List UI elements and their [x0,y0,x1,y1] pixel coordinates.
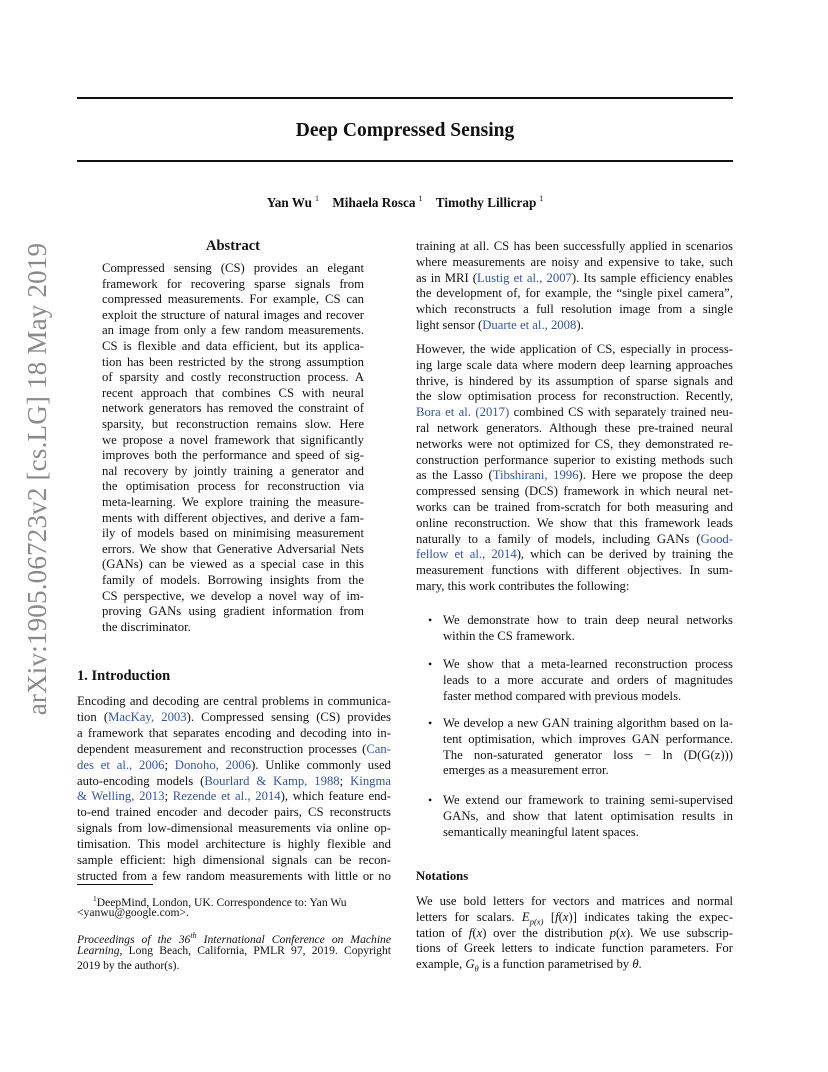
text-line [416,925,733,941]
footnote-text: DeepMind, London, UK. Correspondence to: Yan Wu [96,895,347,909]
citation-link[interactable]: Can- [366,741,391,756]
text-line [416,940,733,956]
bullet-marker: • [428,613,433,627]
author [332,195,422,210]
text-run: tion ( [77,709,109,724]
abstract-line: framework for recovering sparse signals from [102,276,364,291]
abstract-line: CS perspective, we develop a novel way of im- [102,588,364,603]
text-run: to-end trained encoder and decoder pairs, CS reconstructs [77,805,391,820]
citation-link[interactable]: Rezende et al., 2014 [172,789,281,804]
text-line [77,820,391,836]
text-line [77,693,391,709]
text-line [416,483,733,499]
text-line [416,499,733,515]
text-run: which reconstructs a full resolution image from a single [416,302,733,317]
text-run: as in MRI ( [416,270,478,285]
text-line [443,762,609,778]
text-run: x [562,909,569,924]
abstract-line: we propose a novel framework that significantly [102,432,364,447]
text-line [416,254,733,270]
text-line [416,388,733,404]
text-run: Proceedings of the 36 [77,932,191,946]
abstract-heading: Abstract [206,238,260,254]
text-line [77,944,391,959]
text-line [416,270,733,286]
text-run: x [620,925,626,940]
text-run: 2019 by the author(s). [77,959,180,972]
abstract-line: ily of models based on minimising measurement [102,526,364,541]
text-run: )] indicates taking the expec- [568,909,733,924]
text-line [416,436,733,452]
abstract-line: meta-learning. We explore training the measure- [102,495,364,509]
text-run: However, the wide application of CS, especially in process- [416,342,733,356]
text-run: th [190,931,197,940]
text-run: f [468,925,473,940]
abstract-line: (GANs) can be viewed as a special case in this [102,557,364,572]
citation-link[interactable]: Donoho, 2006 [174,757,252,772]
abstract-line: of sparsity and costly reconstruction process. A [102,370,364,385]
text-line [443,731,733,747]
citation-link[interactable]: fellow et al., 2014 [416,547,517,562]
text-run: ; [339,773,351,788]
text-run: where measurements are noisy and expensive to take, such [416,254,733,269]
text-line [77,788,391,804]
abstract-line: errors. We show that Generative Adversarial Nets [102,541,364,556]
text-run: compressed sensing (DCS) framework in which neural net- [416,484,733,499]
text-run: ). [576,318,584,332]
text-run: the development of, for example, the “single pixel camera”, [416,286,733,301]
text-run: as the Lasso ( [416,468,493,483]
text-run: GANs, and show that latent optimisation results in [443,808,733,823]
text-line [77,741,391,757]
text-run: ), which feature end- [280,789,391,804]
text-line [416,285,733,301]
text-line [443,747,733,763]
notations-heading: Notations [416,869,469,883]
text-line [416,373,733,389]
text-run: θ [632,957,639,972]
text-line [443,808,733,824]
text-run: θ [474,963,479,974]
text-line [416,515,733,531]
text-line [416,404,733,420]
text-run: structed from a few random measurements with little or no [77,868,391,883]
bullet-marker: • [428,657,433,671]
text-run: ; [164,757,175,772]
text-run: We develop a new GAN training algorithm based on la- [443,716,733,730]
text-run: mary, this work contributes the following: [416,579,630,593]
text-line [416,531,733,547]
citation-link[interactable]: Bora et al. (2017) [416,405,510,420]
footnote-marker: 1 [93,894,97,903]
text-line [77,959,179,974]
text-line [443,715,733,731]
text-line [443,656,733,672]
text-line [443,792,733,808]
abstract-line: an image from only a few random measurements. [102,323,364,338]
text-run: is a function parametrised by [478,957,633,972]
text-line [443,628,575,644]
top-rule [77,97,733,99]
text-run: ). Here we propose the deep [578,468,733,483]
text-line [443,672,733,688]
text-run: online reconstruction. We show that this framework leads [416,515,733,530]
bullet-marker: • [428,716,433,730]
text-run: f [555,909,559,924]
text-run: ( [558,909,563,924]
text-line [443,612,733,628]
text-run: . [638,957,642,972]
text-run: faster method compared with previous models. [443,688,682,703]
text-run: timisation. This model architecture is highly flexible and [77,837,391,852]
citation-link[interactable]: Lustig et al., 2007 [477,270,572,285]
text-run: a framework that separates encoding and decoding into in- [77,725,391,740]
text-run: ing large scale data where modern deep learning approaches [416,357,733,372]
abstract-line: family of models. Borrowing insights from the [102,573,364,587]
text-run: ). Its sample efficiency enables [571,270,733,285]
text-line [77,836,391,852]
text-run: construction performance superior to existing methods such [416,452,733,467]
citation-link[interactable]: MacKay, 2003 [108,709,187,724]
text-run: x [476,925,483,940]
abstract-line: sparsity, but reconstruction remains slow. Here [102,417,364,431]
text-run: naturally to a family of models, including GANs ( [416,531,701,546]
footnote-email: <yanwu@google.com>. [77,906,189,919]
text-run: signals from low-dimensional measurements via online op- [77,821,391,836]
text-run: tions of Greek letters to indicate function parameters. For [416,941,733,956]
citation-link[interactable]: des et al., 2006 [77,757,165,772]
text-line [416,562,733,578]
text-run: ). We use subscrip- [625,925,734,940]
text-run: emerges as a measurement error. [443,763,609,778]
author [267,195,319,210]
text-run: works can be trained from-scratch for both measuring and [416,500,733,514]
text-line [416,357,733,373]
text-run: p [609,925,616,940]
affiliation-mark: 1 [418,194,423,203]
text-run: the slow optimisation process for reconstruction. Recently, [416,389,733,404]
text-run: ) over the distribution [482,925,610,940]
text-line [77,804,391,820]
author [436,195,544,210]
introduction-heading: 1. Introduction [77,668,171,684]
affiliation-mark: 1 [315,194,320,203]
text-run: ). Compressed sensing (CS) provides [186,709,391,724]
arxiv-margin-id: arXiv:1905.06723v2 [cs.LG] 18 May 2019 [22,242,52,716]
abstract-line: exploit the structure of natural images and recover [102,307,364,322]
text-line [443,824,639,840]
abstract-line: compressed measurements. For example, CS can [102,292,364,307]
text-run: [ [543,909,556,924]
text-run: Encoding and decoding are central problems in communica- [77,694,391,708]
title-rule [77,160,733,162]
bullet-marker: • [428,793,433,807]
text-line [416,341,733,357]
text-run: thrive, is hindered by its assumption of sparse signals and [416,373,733,388]
text-run: dependent measurement and reconstruction processes ( [77,741,367,756]
text-line [77,757,391,773]
text-run: E [521,909,530,924]
text-run: ; [164,789,173,804]
text-run: ), which can be derived by training the [516,547,733,562]
text-line [416,317,584,333]
text-run: We show that a meta-learned reconstruction process [443,657,733,671]
citation-link[interactable]: Kingma [350,773,392,788]
text-run: light sensor ( [416,318,483,332]
author-list [77,190,733,212]
text-run: auto-encoding models ( [77,773,205,788]
text-run: We extend our framework to training semi-supervised [443,793,733,807]
text-run: tation of [416,925,469,940]
text-line [77,725,391,741]
text-run: tent optimisation, which improves GAN performance. [443,731,733,746]
text-line [416,301,733,317]
affiliation-mark: 1 [539,194,544,203]
text-run: networks were not optimized for CS, they demonstrated re- [416,436,733,451]
text-line [77,709,391,725]
abstract-line: the optimisation process for reconstruction via [102,479,364,494]
text-run: We demonstrate how to train deep neural networks [443,613,733,627]
text-line [443,688,681,704]
citation-link[interactable]: Bourlard & Kamp, 1988 [204,773,340,788]
text-run: G [465,957,475,972]
text-line [416,238,733,254]
text-run: , Long Beach, California, PMLR 97, 2019. Copyright [119,944,391,957]
text-run: ). Unlike commonly used [251,757,391,772]
text-line [416,956,642,977]
text-run: Learning [77,944,120,957]
citation-link[interactable]: Good- [700,531,733,546]
abstract-line: CS is flexible and data efficient, but its applica- [102,339,364,353]
text-run: within the CS framework. [443,628,575,643]
abstract-line: nal recovery by jointly training a generator and [102,463,364,478]
text-run: training at all. CS has been successfully applied in scenarios [416,239,733,253]
text-line [416,546,733,562]
text-line [416,467,733,483]
text-run: letters for scalars. [416,909,522,924]
text-run: International Conference on Machine [196,932,391,946]
text-run: example, [416,957,466,972]
text-line [77,852,391,868]
abstract-line: Compressed sensing (CS) provides an elegant [102,261,364,275]
text-run: The non-saturated generator loss − ln (D(G(z))) [443,747,733,762]
text-run: p(x) [529,916,544,927]
text-run: combined CS with separately trained neu- [509,405,733,420]
text-line [416,893,733,909]
abstract-line: the discriminator. [102,619,191,634]
citation-link[interactable]: Duarte et al., 2008 [482,318,577,332]
text-run: ( [615,925,621,940]
citation-link[interactable]: & Welling, 2013 [77,789,165,804]
citation-link[interactable]: Tibshirani, 1996 [492,468,579,483]
text-run: ral network generators. Although these pre-trained neural [416,421,733,435]
author-name: Mihaela Rosca [332,195,416,210]
text-line [77,773,391,789]
text-run: We use bold letters for vectors and matrices and normal [416,894,733,908]
abstract-line: improves both the performance and speed of sig- [102,448,364,463]
text-run: semantically meaningful latent spaces. [443,824,639,839]
text-line [77,868,391,884]
text-run: sample efficient: high dimensional signals can be recon- [77,853,391,867]
text-line [416,452,733,468]
abstract-line: recent approach that combines CS with neural [102,385,364,400]
abstract-line: ments with different objectives, and derive a fam- [102,510,364,525]
abstract-line: tion has been restricted by the strong assumption [102,354,364,369]
text-run: ( [472,925,477,940]
abstract-line: network generators has removed the constraint of [102,401,364,416]
text-line [416,578,629,594]
abstract-line: proving GANs using gradient information from [102,604,364,619]
author-name: Yan Wu [266,195,313,210]
paper-title: Deep Compressed Sensing [295,120,515,141]
author-name: Timothy Lillicrap [435,195,537,210]
footnote-rule [77,884,153,885]
text-run: leads to a more accurate and orders of magnitudes [443,672,733,687]
text-line [416,420,733,436]
text-run: measurement functions with different objectives. In sum- [416,563,733,578]
